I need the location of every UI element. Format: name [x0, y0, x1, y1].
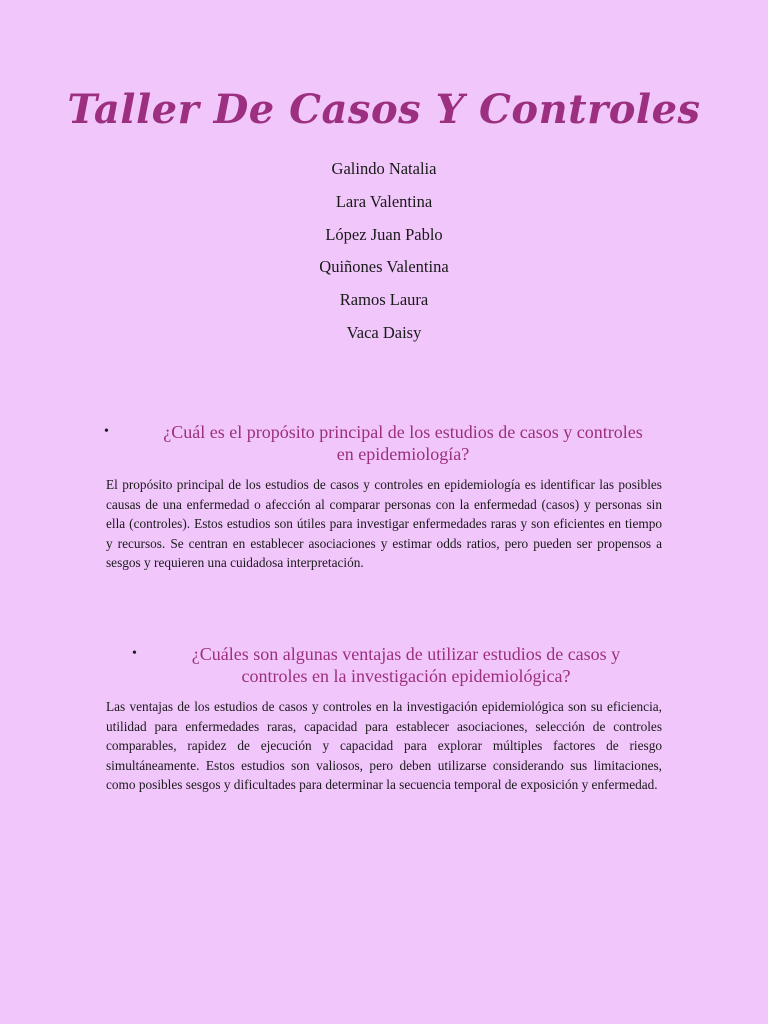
answer-paragraph: Las ventajas de los estudios de casos y controles en la investigación epidemiológica son su eficiencia, utilidad para enfermedades raras, capacidad para establecer asociaciones, selección de controles comparables, rapidez de ejecución y capacidad para explorar múltiples factores de riesgo simultáneamente. Estos estudios son valiosos, pero deben utilizarse considerando sus limitaciones, como posibles sesgos y dificultades para determinar la secuencia temporal de exposición y enfermedad. — [106, 699, 662, 792]
author-name: Quiñones Valentina — [319, 257, 449, 277]
author-name: López Juan Pablo — [325, 224, 443, 244]
author-name: Ramos Laura — [339, 290, 429, 310]
question-line: ¿Cuál es el propósito principal de los estudios de casos y controles — [163, 422, 643, 442]
bullet-icon: • — [132, 646, 137, 661]
question-heading — [106, 643, 662, 687]
answer-paragraph: El propósito principal de los estudios de casos y controles en epidemiología es identificar las posibles causas de una enfermedad o afección al comparar personas con la enfermedad (casos) y personas sin ella (controles). Estos estudios son útiles para investigar enfermedades raras y son eficientes en tiempo y recursos. Se centran en establecer asociaciones y estimar odds ratios, pero pueden ser propensos a sesgos y requieren una cuidadosa interpretación. — [106, 477, 662, 570]
author-name: Lara Valentina — [335, 191, 433, 211]
bullet-icon: • — [104, 424, 109, 439]
page-title: Taller De Casos Y Controles — [67, 86, 701, 133]
author-list — [0, 157, 768, 354]
question-heading — [106, 421, 662, 465]
question-line: en epidemiología? — [336, 444, 470, 464]
question-line: ¿Cuáles son algunas ventajas de utilizar estudios de casos y — [191, 644, 621, 664]
author-name: Galindo Natalia — [331, 159, 437, 178]
author-name: Vaca Daisy — [346, 322, 422, 342]
question-line: controles en la investigación epidemiológica? — [241, 666, 571, 686]
